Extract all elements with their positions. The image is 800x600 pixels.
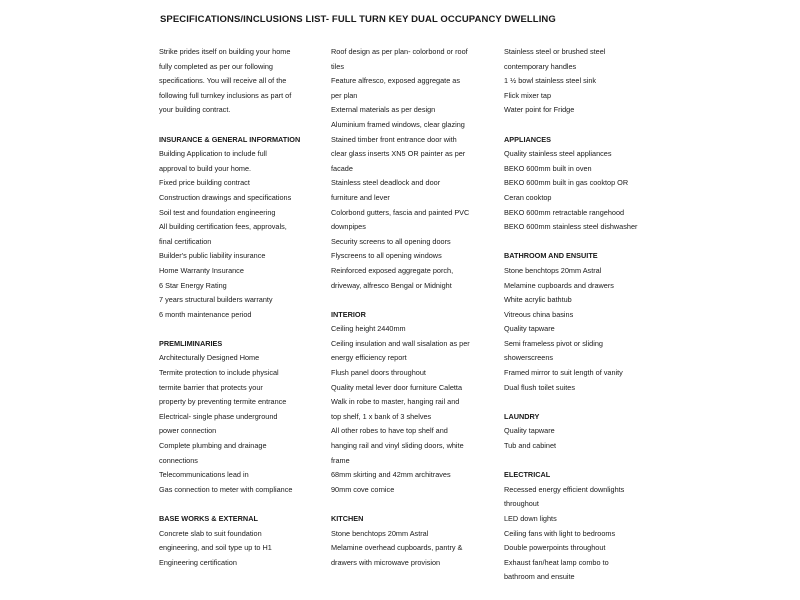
- spec-item: Dual flush toilet suites: [504, 382, 575, 392]
- spec-item: Stone benchtops 20mm Astral: [504, 265, 602, 275]
- spec-item: Quality metal lever door furniture Caletta: [331, 382, 462, 392]
- section-spacer: [504, 454, 654, 469]
- spec-item: Fixed price building contract: [159, 178, 250, 188]
- spec-item: Electrical- single phase underground: [159, 411, 278, 421]
- spec-item: facade: [331, 163, 353, 173]
- spec-item: Water point for Fridge: [504, 105, 575, 115]
- spec-item: Colorbond gutters, fascia and painted PVC: [331, 207, 470, 217]
- column-right: [504, 45, 654, 585]
- spec-item: BEKO 600mm retractable rangehood: [504, 207, 625, 217]
- spec-item: fully completed as per our following: [159, 61, 273, 71]
- spec-item: contemporary handles: [504, 61, 577, 71]
- spec-item: All building certification fees, approvals,: [159, 222, 287, 232]
- spec-item: frame: [331, 455, 350, 465]
- spec-item: per plan: [331, 90, 358, 100]
- spec-item: throughout: [504, 499, 539, 509]
- spec-item: Ceiling fans with light to bedrooms: [504, 528, 616, 538]
- spec-item: Termite protection to include physical: [159, 368, 279, 378]
- spec-item: Tub and cabinet: [504, 441, 557, 451]
- section-heading: INTERIOR: [331, 309, 366, 319]
- spec-item: 6 month maintenance period: [159, 309, 252, 319]
- spec-item: Soil test and foundation engineering: [159, 207, 276, 217]
- spec-item: Flush panel doors throughout: [331, 368, 426, 378]
- spec-item: following full turnkey inclusions as part of: [159, 90, 292, 100]
- column-middle: [331, 45, 501, 570]
- spec-item: Walk in robe to master, hanging rail and: [331, 397, 460, 407]
- spec-item: power connection: [159, 426, 217, 436]
- spec-item: Aluminium framed windows, clear glazing: [331, 119, 465, 129]
- spec-item: Quality tapware: [504, 324, 555, 334]
- spec-item: driveway, alfresco Bengal or Midnight: [331, 280, 452, 290]
- spec-item: Ceran cooktop: [504, 192, 552, 202]
- spec-item: Stone benchtops 20mm Astral: [331, 528, 429, 538]
- spec-item: Engineering certification: [159, 557, 237, 567]
- spec-item: BEKO 600mm built in oven: [504, 163, 592, 173]
- section-spacer: [331, 497, 501, 512]
- spec-item: Gas connection to meter with compliance: [159, 484, 293, 494]
- spec-item: Vitreous china basins: [504, 309, 574, 319]
- section-heading: APPLIANCES: [504, 134, 552, 144]
- section-spacer: [331, 293, 501, 308]
- spec-item: Reinforced exposed aggregate porch,: [331, 265, 454, 275]
- spec-item: Concrete slab to suit foundation: [159, 528, 262, 538]
- spec-item: Exhaust fan/heat lamp combo to: [504, 557, 609, 567]
- spec-item: tiles: [331, 61, 344, 71]
- spec-item: hanging rail and vinyl sliding doors, white: [331, 441, 464, 451]
- spec-item: Home Warranty Insurance: [159, 265, 244, 275]
- spec-item: Stainless steel or brushed steel: [504, 47, 606, 56]
- spec-item: Recessed energy efficient downlights: [504, 484, 625, 494]
- section-heading: BASE WORKS & EXTERNAL: [159, 514, 258, 523]
- section-heading: LAUNDRY: [504, 411, 540, 421]
- spec-item: All other robes to have top shelf and: [331, 426, 448, 436]
- spec-item: connections: [159, 455, 198, 465]
- section-spacer: [504, 235, 654, 250]
- spec-item: Roof design as per plan- colorbond or roof: [331, 47, 468, 56]
- spec-item: downpipes: [331, 222, 366, 232]
- section-heading: KITCHEN: [331, 514, 364, 523]
- spec-item: drawers with microwave provision: [331, 557, 441, 567]
- section-heading: BATHROOM AND ENSUITE: [504, 251, 598, 261]
- spec-item: Double powerpoints throughout: [504, 543, 606, 553]
- spec-item: Security screens to all opening doors: [331, 236, 451, 246]
- spec-item: Flick mixer tap: [504, 90, 552, 100]
- spec-item: Semi frameless pivot or sliding: [504, 338, 603, 348]
- spec-item: Architecturally Designed Home: [159, 353, 260, 363]
- section-spacer: [159, 322, 329, 337]
- spec-item: engineering, and soil type up to H1: [159, 543, 272, 553]
- spec-item: Ceiling height 2440mm: [331, 324, 406, 334]
- document-title: SPECIFICATIONS/INCLUSIONS LIST- FULL TURN KEY DUAL OCCUPANCY DWELLING: [160, 14, 556, 25]
- spec-item: Stained timber front entrance door with: [331, 134, 457, 144]
- spec-item: Feature alfresco, exposed aggregate as: [331, 76, 460, 86]
- spec-item: External materials as per design: [331, 105, 436, 115]
- spec-item: energy efficiency report: [331, 353, 407, 363]
- spec-item: Ceiling insulation and wall sisalation as per: [331, 338, 470, 348]
- spec-item: 7 years structural builders warranty: [159, 295, 273, 305]
- spec-item: BEKO 600mm built in gas cooktop OR: [504, 178, 629, 188]
- spec-item: 6 Star Energy Rating: [159, 280, 227, 290]
- spec-item: Complete plumbing and drainage: [159, 441, 267, 451]
- section-spacer: [504, 118, 654, 133]
- spec-item: 68mm skirting and 42mm architraves: [331, 470, 451, 480]
- section-heading: INSURANCE & GENERAL INFORMATION: [159, 134, 301, 144]
- spec-item: Strike prides itself on building your home: [159, 47, 291, 56]
- section-heading: PREMLIMINARIES: [159, 338, 223, 348]
- spec-item: bathroom and ensuite: [504, 572, 575, 582]
- section-spacer: [159, 118, 329, 133]
- spec-item: Construction drawings and specifications: [159, 192, 292, 202]
- spec-item: Quality stainless steel appliances: [504, 149, 612, 159]
- spec-item: LED down lights: [504, 514, 557, 523]
- spec-item: BEKO 600mm stainless steel dishwasher: [504, 222, 638, 232]
- spec-item: Melamine cupboards and drawers: [504, 280, 614, 290]
- column-left: [159, 45, 329, 570]
- section-spacer: [504, 395, 654, 410]
- section-spacer: [159, 497, 329, 512]
- spec-item: Stainless steel deadlock and door: [331, 178, 441, 188]
- spec-item: final certification: [159, 236, 212, 246]
- spec-item: Quality tapware: [504, 426, 555, 436]
- spec-item: Builder's public liability insurance: [159, 251, 266, 261]
- spec-item: your building contract.: [159, 105, 231, 115]
- spec-item: Melamine overhead cupboards, pantry &: [331, 543, 463, 553]
- spec-item: clear glass inserts XN5 OR painter as per: [331, 149, 466, 159]
- spec-item: showerscreens: [504, 353, 554, 363]
- spec-item: Framed mirror to suit length of vanity: [504, 368, 623, 378]
- spec-item: Telecommunications lead in: [159, 470, 249, 480]
- spec-item: White acrylic bathtub: [504, 295, 572, 305]
- spec-item: furniture and lever: [331, 192, 390, 202]
- spec-item: 1 ½ bowl stainless steel sink: [504, 76, 597, 86]
- spec-item: Building Application to include full: [159, 149, 267, 159]
- spec-item: property by preventing termite entrance: [159, 397, 287, 407]
- spec-item: termite barrier that protects your: [159, 382, 263, 392]
- spec-item: approval to build your home.: [159, 163, 252, 173]
- spec-item: top shelf, 1 x bank of 3 shelves: [331, 411, 432, 421]
- section-heading: ELECTRICAL: [504, 470, 551, 480]
- spec-item: Flyscreens to all opening windows: [331, 251, 442, 261]
- spec-item: 90mm cove cornice: [331, 484, 395, 494]
- spec-item: specifications. You will receive all of the: [159, 76, 287, 86]
